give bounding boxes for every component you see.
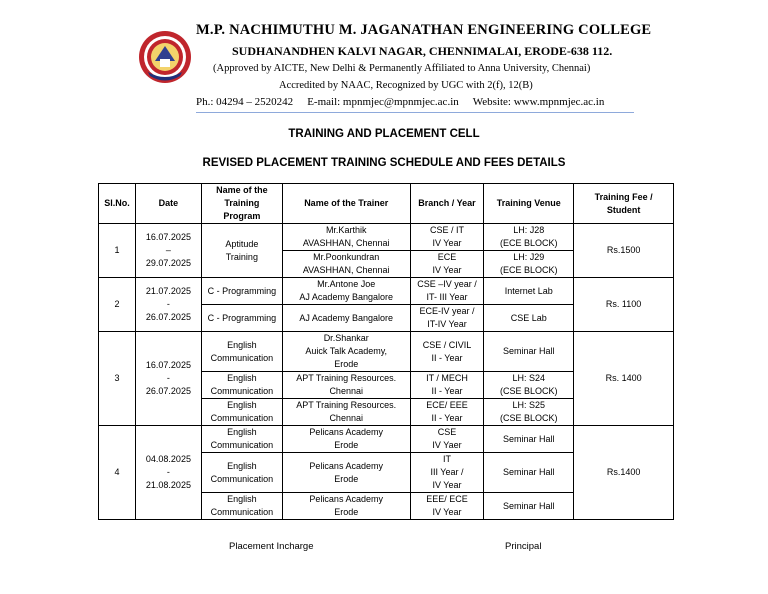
cell-line: 16.07.2025 xyxy=(145,360,191,370)
serial-number-cell: 3 xyxy=(99,332,136,426)
date-range-cell xyxy=(135,278,201,332)
col-header-branch: Branch / Year xyxy=(410,184,484,224)
date-range-cell xyxy=(135,224,201,278)
cell-line: IT / MECH xyxy=(426,373,468,383)
cell-line: 26.07.2025 xyxy=(145,386,191,396)
branch-year-cell xyxy=(410,305,484,332)
col-header-date: Date xyxy=(135,184,201,224)
cell-line: II - Year xyxy=(431,352,463,363)
cell-line: Communication xyxy=(210,352,274,363)
contact-line xyxy=(196,96,604,108)
approval-line: (Approved by AICTE, New Delhi & Permanently Affiliated to Anna University, Chennai) xyxy=(213,63,591,74)
cell-line: IT xyxy=(442,454,451,464)
col-header-sno: Sl.No. xyxy=(99,184,136,224)
cell-line: ECE-IV year / xyxy=(419,306,475,316)
cell-line: LH: J28 xyxy=(513,225,545,235)
trainer-name-cell xyxy=(282,372,410,399)
schedule-table xyxy=(98,183,674,520)
branch-year-cell xyxy=(410,224,484,251)
branch-year-cell xyxy=(410,278,484,305)
cell-line: ECE/ EEE xyxy=(426,400,468,410)
training-program-cell xyxy=(201,493,282,520)
col-header-trainer: Name of the Trainer xyxy=(282,184,410,224)
trainer-name-cell xyxy=(282,278,410,305)
date-range-cell xyxy=(135,426,201,520)
cell-line: Aptitude xyxy=(225,238,259,249)
training-program-cell xyxy=(201,305,282,332)
header-divider xyxy=(196,112,634,113)
college-name: M.P. NACHIMUTHU M. JAGANATHAN ENGINEERING COLLEGE xyxy=(196,22,652,38)
cell-line: Erode xyxy=(334,440,359,450)
cell-line: - xyxy=(166,299,170,309)
cell-line: III Year / xyxy=(430,467,464,477)
branch-year-cell xyxy=(410,372,484,399)
training-program-cell xyxy=(201,426,282,453)
trainer-name-cell xyxy=(282,453,410,493)
cell-line: (CSE BLOCK) xyxy=(500,386,558,396)
training-fee-cell: Rs. 1400 xyxy=(574,332,674,426)
training-venue-cell xyxy=(484,399,574,426)
trainer-name-cell xyxy=(282,332,410,372)
cell-line: C - Programming xyxy=(207,312,277,323)
training-program-cell xyxy=(201,278,282,305)
cell-line: - xyxy=(166,467,170,477)
header-line: Training xyxy=(224,198,260,208)
cell-line: IT-IV Year xyxy=(427,319,467,329)
serial-number-cell: 1 xyxy=(99,224,136,278)
cell-line: LH: J29 xyxy=(513,252,545,262)
cell-line: Seminar Hall xyxy=(503,346,555,356)
branch-year-cell xyxy=(410,493,484,520)
cell-line: 21.08.2025 xyxy=(145,480,191,490)
branch-year-cell xyxy=(410,251,484,278)
cell-line: Mr.Poonkundran xyxy=(313,252,380,262)
training-venue-cell xyxy=(484,493,574,520)
cell-line: ECE xyxy=(437,252,457,262)
cell-line: Seminar Hall xyxy=(503,467,555,477)
cell-line: Chennai xyxy=(329,413,363,423)
training-venue-cell xyxy=(484,251,574,278)
college-address: SUDHANANDHEN KALVI NAGAR, CHENNIMALAI, ERODE-638 112. xyxy=(232,44,613,58)
principal-signature: Principal xyxy=(505,541,542,552)
training-program-cell xyxy=(201,399,282,426)
cell-title: TRAINING AND PLACEMENT CELL xyxy=(288,128,480,140)
training-venue-cell xyxy=(484,224,574,251)
training-fee-cell: Rs.1400 xyxy=(574,426,674,520)
trainer-name-cell xyxy=(282,399,410,426)
cell-line: 04.08.2025 xyxy=(145,454,191,464)
cell-line: Communication xyxy=(210,507,274,517)
cell-line: C - Programming xyxy=(207,285,277,296)
branch-year-cell xyxy=(410,332,484,372)
cell-line: (ECE BLOCK) xyxy=(500,238,558,248)
cell-line: Auick Talk Academy, xyxy=(305,346,388,356)
cell-line: CSE / IT xyxy=(429,225,464,235)
cell-line: Communication xyxy=(210,440,274,450)
cell-line: II - Year xyxy=(431,413,463,423)
cell-line: 16.07.2025 xyxy=(145,232,191,242)
college-logo-emblem xyxy=(138,30,192,84)
trainer-name-cell xyxy=(282,493,410,520)
cell-line: Pelicans Academy xyxy=(309,427,383,437)
cell-line: IV Yaer xyxy=(432,440,462,450)
col-header-program xyxy=(201,184,282,224)
cell-line: IV Year xyxy=(432,238,462,248)
cell-line: Seminar Hall xyxy=(503,433,555,444)
table-row xyxy=(99,332,674,372)
header-line: Student xyxy=(606,204,641,215)
cell-line: 21.07.2025 xyxy=(145,286,191,296)
cell-line: CSE Lab xyxy=(510,312,547,323)
cell-line: Training xyxy=(225,251,258,262)
header-line: Name of the xyxy=(216,185,268,195)
cell-line: Internet Lab xyxy=(504,285,553,296)
cell-line: English xyxy=(227,427,257,437)
cell-line: (CSE BLOCK) xyxy=(500,413,558,423)
trainer-name-cell xyxy=(282,305,410,332)
cell-line: Communication xyxy=(210,386,274,396)
trainer-name-cell xyxy=(282,224,410,251)
cell-line: LH: S25 xyxy=(512,400,546,410)
training-fee-cell: Rs. 1100 xyxy=(574,278,674,332)
cell-line: EEE/ ECE xyxy=(426,494,468,504)
email-address: E-mail: mpnmjec@mpnmjec.ac.in xyxy=(307,96,459,108)
cell-line: APT Training Resources. xyxy=(296,400,397,410)
training-venue-cell xyxy=(484,453,574,493)
cell-line: Pelicans Academy xyxy=(309,460,383,471)
cell-line: Mr.Karthik xyxy=(325,225,367,235)
cell-line: English xyxy=(227,400,257,410)
cell-line: IT- III Year xyxy=(426,292,468,302)
schedule-title: REVISED PLACEMENT TRAINING SCHEDULE AND FEES DETAILS xyxy=(202,157,566,169)
training-fee-cell: Rs.1500 xyxy=(574,224,674,278)
cell-line: CSE / CIVIL xyxy=(422,339,472,350)
cell-line: Communication xyxy=(210,413,274,423)
cell-line: Seminar Hall xyxy=(503,500,555,511)
trainer-name-cell xyxy=(282,426,410,453)
cell-line: English xyxy=(227,494,257,504)
cell-line: – xyxy=(165,245,171,255)
cell-line: CSE –IV year / xyxy=(417,279,477,289)
training-venue-cell xyxy=(484,278,574,305)
training-venue-cell xyxy=(484,305,574,332)
header-line: Program xyxy=(223,211,261,221)
col-header-venue: Training Venue xyxy=(484,184,574,224)
cell-line: LH: S24 xyxy=(512,373,546,383)
date-range-cell xyxy=(135,332,201,426)
cell-line: Erode xyxy=(334,473,359,484)
cell-line: AVASHHAN, Chennai xyxy=(302,265,390,275)
cell-line: English xyxy=(227,460,257,471)
table-row xyxy=(99,224,674,251)
cell-line: IV Year xyxy=(432,480,462,490)
cell-line: (ECE BLOCK) xyxy=(500,265,558,275)
cell-line: Erode xyxy=(334,359,359,369)
training-venue-cell xyxy=(484,372,574,399)
table-body xyxy=(99,224,674,520)
cell-line: - xyxy=(166,373,170,383)
training-venue-cell xyxy=(484,426,574,453)
cell-line: AVASHHAN, Chennai xyxy=(302,238,390,248)
header-line: Training Fee / xyxy=(594,191,653,202)
cell-line: Pelicans Academy xyxy=(309,494,383,504)
cell-line: IV Year xyxy=(432,265,462,275)
cell-line: CSE xyxy=(437,427,457,437)
cell-line: AJ Academy Bangalore xyxy=(299,312,393,323)
branch-year-cell xyxy=(410,399,484,426)
branch-year-cell xyxy=(410,426,484,453)
cell-line: AJ Academy Bangalore xyxy=(299,292,393,302)
col-header-fee xyxy=(574,184,674,224)
trainer-name-cell xyxy=(282,251,410,278)
cell-line: English xyxy=(227,339,257,350)
phone-number: Ph.: 04294 – 2520242 xyxy=(196,96,294,108)
cell-line: Erode xyxy=(334,507,359,517)
cell-line: II - Year xyxy=(431,386,463,396)
training-program-cell xyxy=(201,332,282,372)
cell-line: 29.07.2025 xyxy=(145,258,191,268)
cell-line: Communication xyxy=(210,473,274,484)
cell-line: 26.07.2025 xyxy=(145,312,191,322)
cell-line: Dr.Shankar xyxy=(323,333,369,343)
table-row xyxy=(99,278,674,305)
branch-year-cell xyxy=(410,453,484,493)
cell-line: Chennai xyxy=(329,386,363,396)
cell-line: APT Training Resources. xyxy=(296,373,397,383)
cell-line: English xyxy=(227,373,257,383)
training-program-cell xyxy=(201,224,282,278)
training-program-cell xyxy=(201,372,282,399)
table-row xyxy=(99,426,674,453)
accreditation-line: Accredited by NAAC, Recognized by UGC with 2(f), 12(B) xyxy=(279,80,533,91)
serial-number-cell: 4 xyxy=(99,426,136,520)
table-header-row xyxy=(99,184,674,224)
serial-number-cell: 2 xyxy=(99,278,136,332)
training-venue-cell xyxy=(484,332,574,372)
website-address: Website: www.mpnmjec.ac.in xyxy=(472,96,605,108)
cell-line: Mr.Antone Joe xyxy=(317,279,376,289)
placement-incharge-signature: Placement Incharge xyxy=(229,541,314,552)
cell-line: IV Year xyxy=(432,507,462,517)
training-program-cell xyxy=(201,453,282,493)
